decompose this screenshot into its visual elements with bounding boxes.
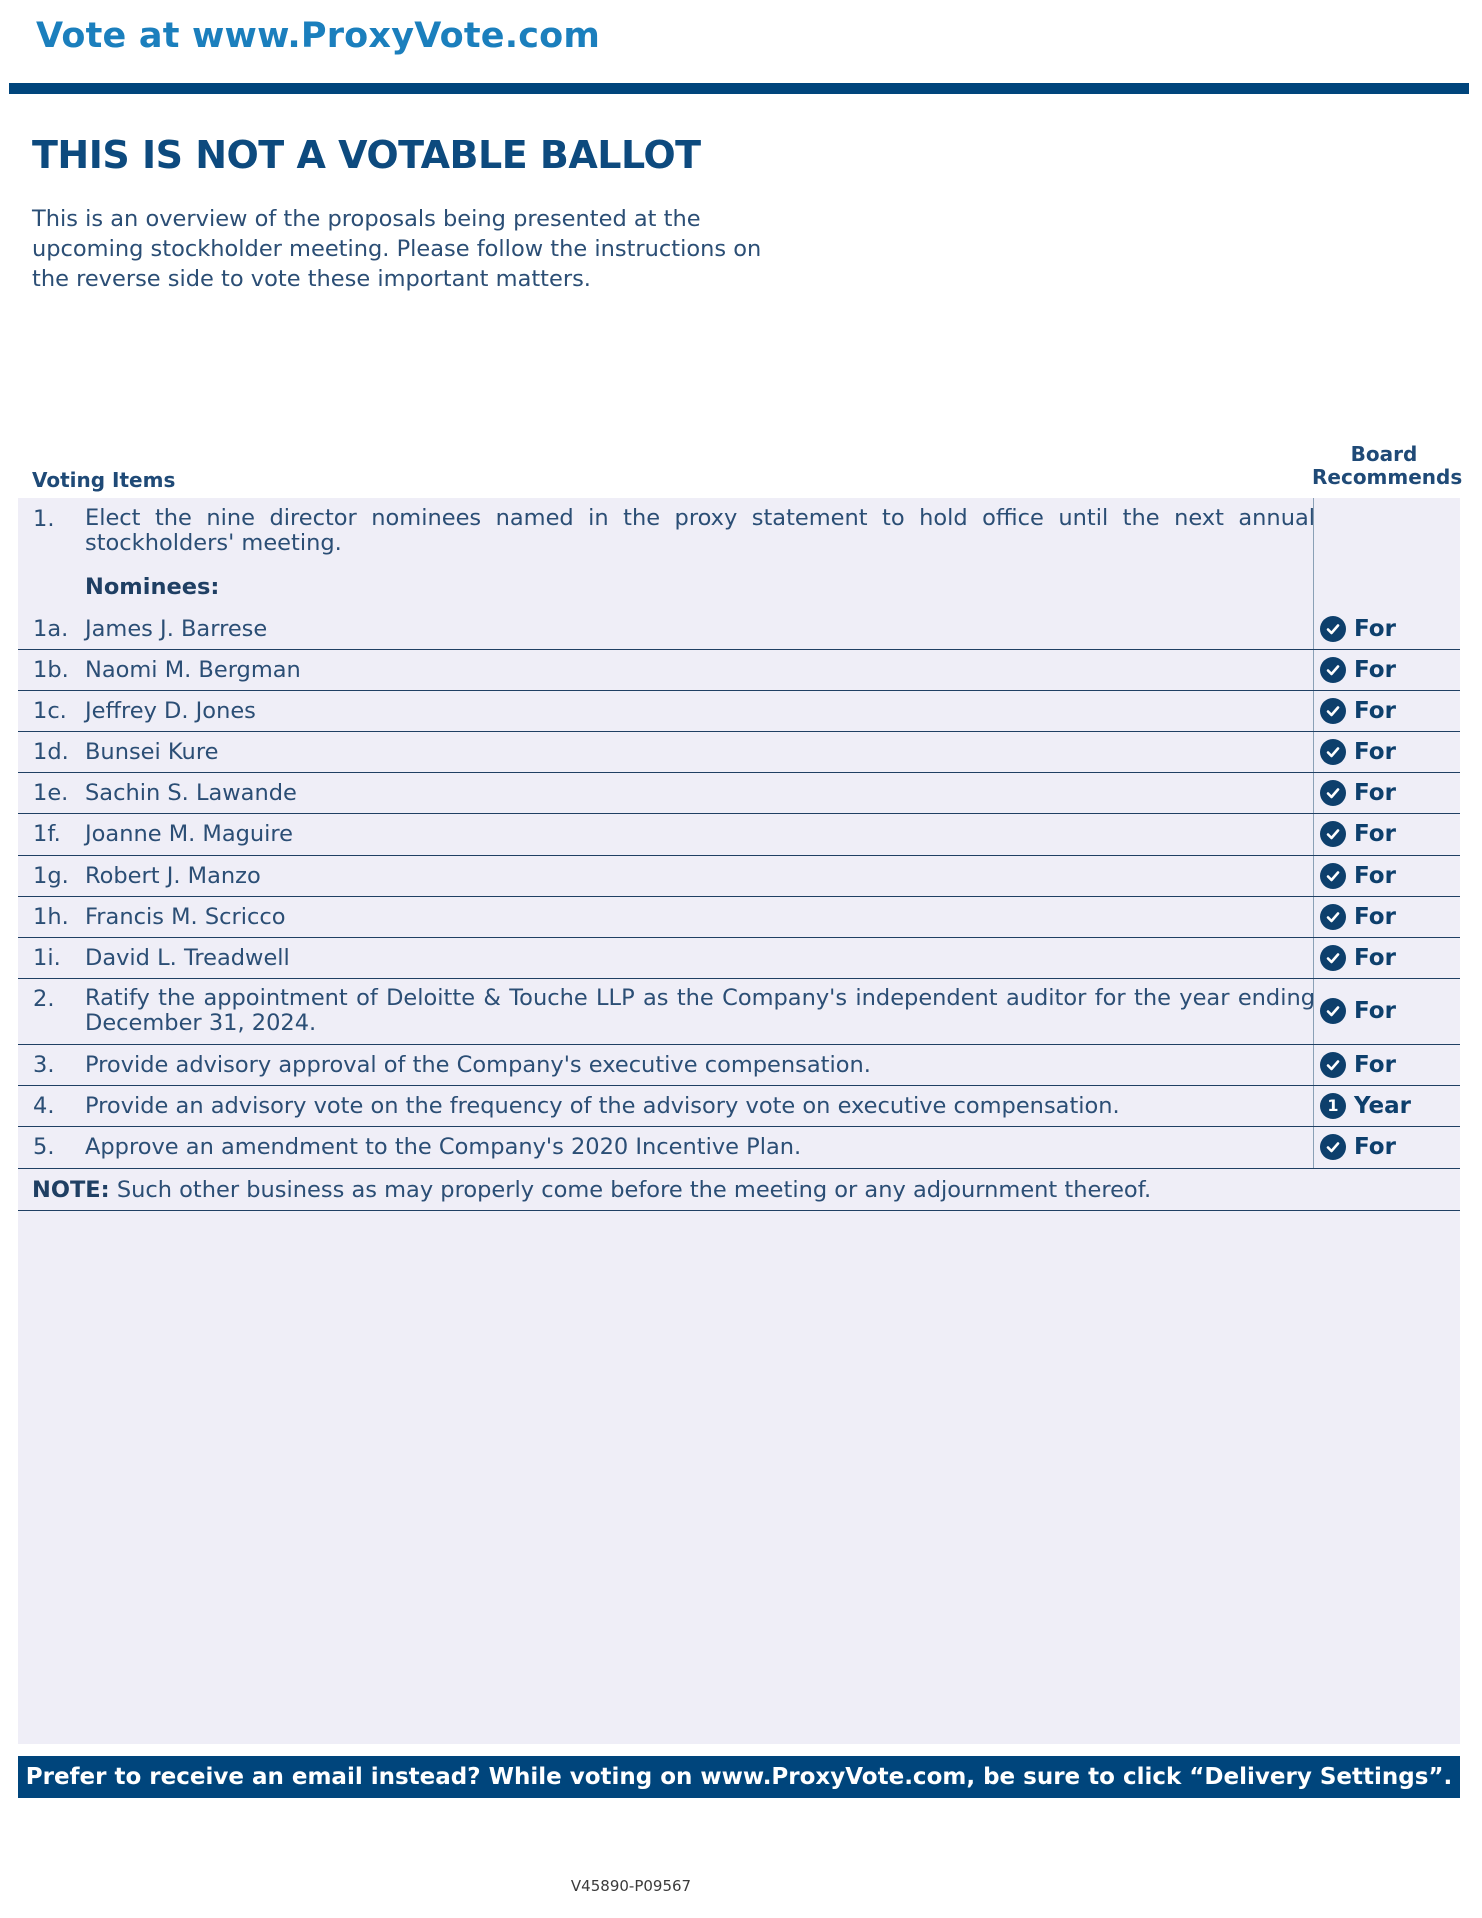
board-recommendation — [1320, 1052, 1396, 1078]
item-text: Provide an advisory vote on the frequency of the advisory vote on executive compensation. — [85, 1093, 1120, 1119]
board-recommendation — [1320, 657, 1396, 683]
recommendation-label: Year — [1354, 1093, 1412, 1119]
board-recommendation — [1320, 698, 1396, 724]
board-recommendation — [1320, 1093, 1411, 1119]
check-circle-icon — [1320, 739, 1346, 765]
row-divider — [18, 1168, 1460, 1169]
row-divider — [18, 649, 1460, 650]
check-circle-icon — [1320, 616, 1346, 642]
nominee-number: 1b. — [33, 657, 69, 683]
board-recommendation — [1320, 821, 1396, 847]
item-text: Provide advisory approval of the Company's executive compensation. — [85, 1052, 871, 1078]
recommendation-label: For — [1354, 780, 1396, 806]
nominee-row — [18, 821, 1460, 851]
check-circle-icon — [1320, 657, 1346, 683]
nominee-number: 1a. — [33, 616, 69, 642]
note-text — [32, 1177, 1151, 1203]
vote-website-header: Vote at www.ProxyVote.com — [36, 16, 601, 56]
row-divider — [18, 896, 1460, 897]
page-title: THIS IS NOT A VOTABLE BALLOT — [32, 133, 701, 177]
nominees-label: Nominees: — [85, 574, 220, 600]
intro-line: This is an overview of the proposals being presented at the — [32, 206, 701, 232]
row-divider — [18, 1126, 1460, 1127]
item-number: 2. — [33, 986, 55, 1012]
recommendation-label: For — [1354, 904, 1396, 930]
number-one-circle-icon — [1320, 1093, 1346, 1119]
check-circle-icon — [1320, 821, 1346, 847]
recommendation-label: For — [1354, 863, 1396, 889]
voting-item-4 — [18, 1093, 1460, 1123]
item-number: 1. — [33, 506, 55, 532]
row-divider — [18, 731, 1460, 732]
voting-item-1 — [18, 506, 1460, 566]
board-recommendation — [1320, 616, 1396, 642]
frequency-number: 1 — [1327, 1096, 1339, 1115]
nominee-row — [18, 904, 1460, 934]
row-divider — [18, 937, 1460, 938]
board-recommendation — [1320, 780, 1396, 806]
nominee-name: Jeffrey D. Jones — [85, 698, 256, 724]
nominee-row — [18, 698, 1460, 728]
nominee-name: Francis M. Scricco — [85, 904, 286, 930]
nominee-name: David L. Treadwell — [85, 945, 290, 971]
intro-paragraph — [32, 204, 762, 294]
nominee-number: 1c. — [33, 698, 67, 724]
row-divider — [18, 1085, 1460, 1086]
nominee-row — [18, 739, 1460, 769]
check-circle-icon — [1320, 1134, 1346, 1160]
voting-items-heading: Voting Items — [32, 468, 176, 492]
check-circle-icon — [1320, 945, 1346, 971]
check-circle-icon — [1320, 904, 1346, 930]
recommendation-label: For — [1354, 945, 1396, 971]
nominee-name: James J. Barrese — [85, 616, 268, 642]
row-divider — [18, 813, 1460, 814]
nominee-number: 1g. — [33, 863, 69, 889]
recommendation-label: For — [1354, 1134, 1396, 1160]
nominee-number: 1d. — [33, 739, 69, 765]
nominee-name: Sachin S. Lawande — [85, 780, 297, 806]
nominee-name: Robert J. Manzo — [85, 863, 261, 889]
row-divider — [18, 1210, 1460, 1211]
document-code: V45890-P09567 — [570, 1877, 692, 1895]
recommendation-label: For — [1354, 821, 1396, 847]
item-text: Approve an amendment to the Company's 2020 Incentive Plan. — [85, 1134, 802, 1160]
voting-item-3 — [18, 1052, 1460, 1082]
check-circle-icon — [1320, 1052, 1346, 1078]
row-divider — [18, 978, 1460, 979]
nominee-row — [18, 863, 1460, 893]
board-heading-line: Recommends — [1312, 465, 1463, 489]
item-text: Ratify the appointment of Deloitte & Touche LLP as the Company's independent auditor for the year ending December 31, 2024. — [85, 985, 1315, 1036]
nominee-name: Joanne M. Maguire — [85, 821, 294, 847]
item-text: Elect the nine director nominees named in the proxy statement to hold office until the next annual stockholders' meeting. — [85, 505, 1315, 556]
intro-line: the reverse side to vote these important matters. — [32, 266, 591, 292]
check-circle-icon — [1320, 780, 1346, 806]
item-number: 4. — [33, 1093, 55, 1119]
board-recommendation — [1320, 998, 1396, 1024]
board-recommendation — [1320, 863, 1396, 889]
board-recommendation — [1320, 739, 1396, 765]
delivery-settings-banner: Prefer to receive an email instead? While voting on www.ProxyVote.com, be sure to click “Delivery Settings”. — [18, 1756, 1460, 1798]
item-number: 5. — [33, 1134, 55, 1160]
recommendation-label: For — [1354, 739, 1396, 765]
recommendation-label: For — [1354, 698, 1396, 724]
nominee-row — [18, 616, 1460, 646]
nominee-name: Bunsei Kure — [85, 739, 219, 765]
row-divider — [18, 690, 1460, 691]
board-recommendation — [1320, 904, 1396, 930]
board-recommendation — [1320, 945, 1396, 971]
nominee-number: 1e. — [33, 780, 69, 806]
recommendation-label: For — [1354, 1052, 1396, 1078]
nominee-row — [18, 657, 1460, 687]
recommendation-label: For — [1354, 616, 1396, 642]
note-label: NOTE: — [32, 1177, 110, 1203]
voting-item-5 — [18, 1134, 1460, 1164]
note-body: Such other business as may properly come before the meeting or any adjournment thereof. — [109, 1177, 1152, 1203]
voting-item-2 — [18, 986, 1460, 1042]
intro-line: upcoming stockholder meeting. Please follow the instructions on — [32, 236, 762, 262]
nominee-row — [18, 945, 1460, 975]
nominee-number: 1h. — [33, 904, 69, 930]
check-circle-icon — [1320, 698, 1346, 724]
header-rule — [9, 83, 1469, 94]
row-divider — [18, 855, 1460, 856]
check-circle-icon — [1320, 863, 1346, 889]
row-divider — [18, 1044, 1460, 1045]
row-divider — [18, 772, 1460, 773]
recommendation-label: For — [1354, 998, 1396, 1024]
recommendation-label: For — [1354, 657, 1396, 683]
item-number: 3. — [33, 1052, 55, 1078]
board-recommends-heading — [1312, 442, 1463, 489]
board-recommendation — [1320, 1134, 1396, 1160]
board-heading-line: Board — [1350, 442, 1418, 466]
nominee-number: 1f. — [33, 821, 61, 847]
check-circle-icon — [1320, 998, 1346, 1024]
nominee-name: Naomi M. Bergman — [85, 657, 301, 683]
nominee-row — [18, 780, 1460, 810]
nominee-number: 1i. — [33, 945, 61, 971]
